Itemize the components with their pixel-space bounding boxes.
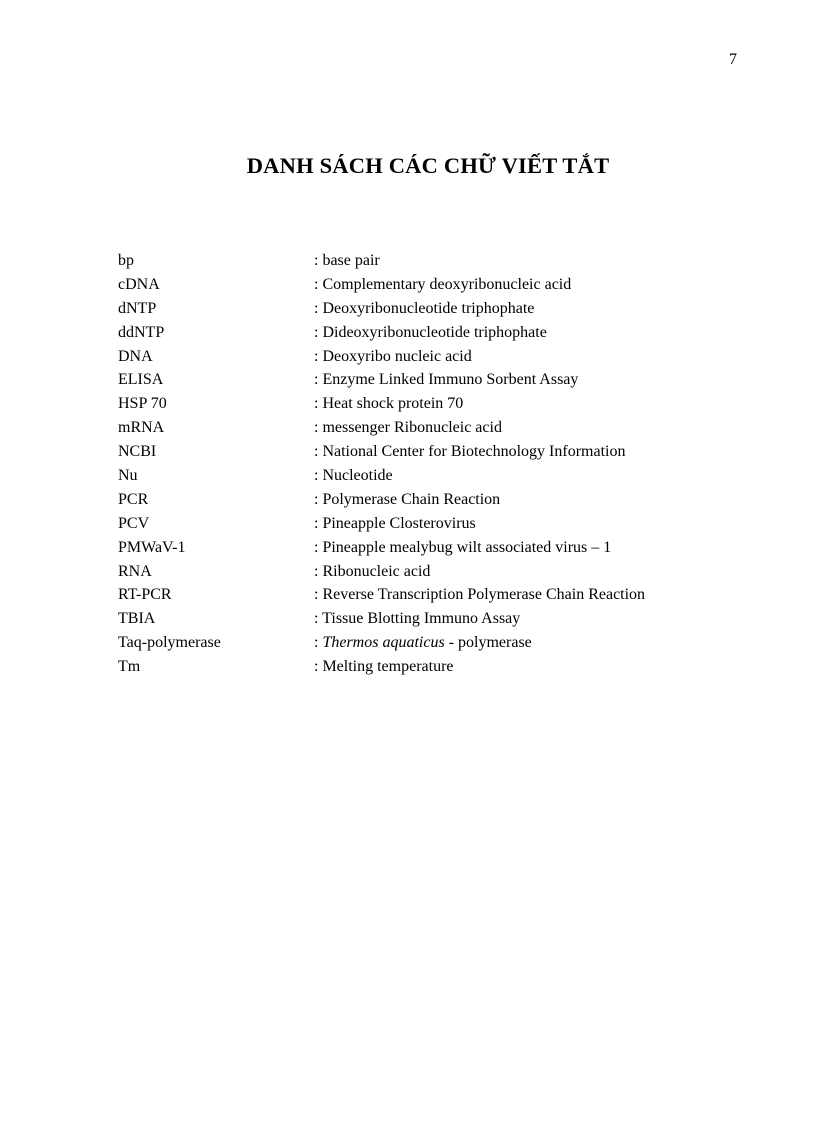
abbreviation-row-ddntp xyxy=(118,321,738,345)
abbreviation-term: cDNA xyxy=(118,275,160,293)
abbreviation-term: Nu xyxy=(118,467,138,485)
definition-suffix: - polymerase xyxy=(444,634,532,652)
abbreviation-row-pcr xyxy=(118,488,738,512)
abbreviation-row-hsp70 xyxy=(118,392,738,416)
abbreviation-term: bp xyxy=(118,252,134,269)
abbreviation-row-mrna xyxy=(118,416,738,440)
definition-italic-species: Thermos aquaticus xyxy=(322,634,445,652)
abbreviation-term: PCV xyxy=(118,514,150,532)
abbreviation-term: Tm xyxy=(118,658,141,676)
abbreviation-definition: : Dideoxyribonucleotide triphophate xyxy=(314,323,547,341)
abbreviation-term: Taq-polymerase xyxy=(118,634,221,652)
definition-prefix: : xyxy=(314,634,323,652)
abbreviation-definition: : Deoxyribo nucleic acid xyxy=(314,347,472,365)
abbreviation-row-pmwav-1 xyxy=(118,536,738,560)
abbreviation-definition: : Complementary deoxyribonucleic acid xyxy=(314,275,572,293)
abbreviation-term: DNA xyxy=(118,347,153,365)
abbreviation-definition: : Reverse Transcription Polymerase Chain Reaction xyxy=(314,586,646,604)
abbreviation-row-bp xyxy=(118,249,738,273)
abbreviation-row-tm xyxy=(118,655,738,679)
page-title: DANH SÁCH CÁC CHỮ VIẾT TẮT xyxy=(246,153,610,178)
abbreviation-row-pcv xyxy=(118,512,738,536)
abbreviation-term: ddNTP xyxy=(118,323,165,341)
abbreviation-definition xyxy=(314,631,738,655)
abbreviation-row-dntp xyxy=(118,297,738,321)
abbreviation-definition: : Heat shock protein 70 xyxy=(314,395,464,413)
abbreviation-definition: : Polymerase Chain Reaction xyxy=(314,490,501,508)
abbreviation-definition: : Pineapple mealybug wilt associated virus – 1 xyxy=(314,538,612,556)
page-number: 7 xyxy=(729,51,737,68)
abbreviation-term: TBIA xyxy=(118,610,156,628)
abbreviation-term: ELISA xyxy=(118,371,164,389)
abbreviation-row-elisa xyxy=(118,368,738,392)
abbreviation-term: PMWaV-1 xyxy=(118,538,186,556)
abbreviation-definition: : base pair xyxy=(314,252,380,269)
abbreviation-definition: : Pineapple Closterovirus xyxy=(314,514,476,532)
abbreviation-definition: : National Center for Biotechnology Information xyxy=(314,443,626,461)
abbreviation-term: dNTP xyxy=(118,299,157,317)
abbreviation-row-tbia xyxy=(118,607,738,631)
abbreviation-term: PCR xyxy=(118,490,149,508)
abbreviation-definition: : Nucleotide xyxy=(314,467,393,485)
abbreviation-row-cdna xyxy=(118,273,738,297)
abbreviation-definition: : Ribonucleic acid xyxy=(314,562,431,580)
abbreviation-term: RNA xyxy=(118,562,152,580)
abbreviation-row-taq-polymerase xyxy=(118,631,738,655)
abbreviation-row-ncbi xyxy=(118,440,738,464)
abbreviation-list xyxy=(118,249,738,679)
abbreviation-term: NCBI xyxy=(118,443,157,461)
abbreviation-definition: : Melting temperature xyxy=(314,658,454,676)
abbreviation-row-nu xyxy=(118,464,738,488)
abbreviation-row-rna xyxy=(118,560,738,584)
abbreviation-row-dna xyxy=(118,345,738,369)
abbreviation-term: mRNA xyxy=(118,419,165,437)
abbreviation-definition: : Deoxyribonucleotide triphophate xyxy=(314,299,535,317)
abbreviation-term: RT-PCR xyxy=(118,586,172,604)
abbreviation-definition: : Tissue Blotting Immuno Assay xyxy=(314,610,521,628)
abbreviation-term: HSP 70 xyxy=(118,395,167,413)
abbreviation-row-rt-pcr xyxy=(118,583,738,607)
abbreviation-definition: : messenger Ribonucleic acid xyxy=(314,419,502,437)
abbreviation-definition: : Enzyme Linked Immuno Sorbent Assay xyxy=(314,371,579,389)
